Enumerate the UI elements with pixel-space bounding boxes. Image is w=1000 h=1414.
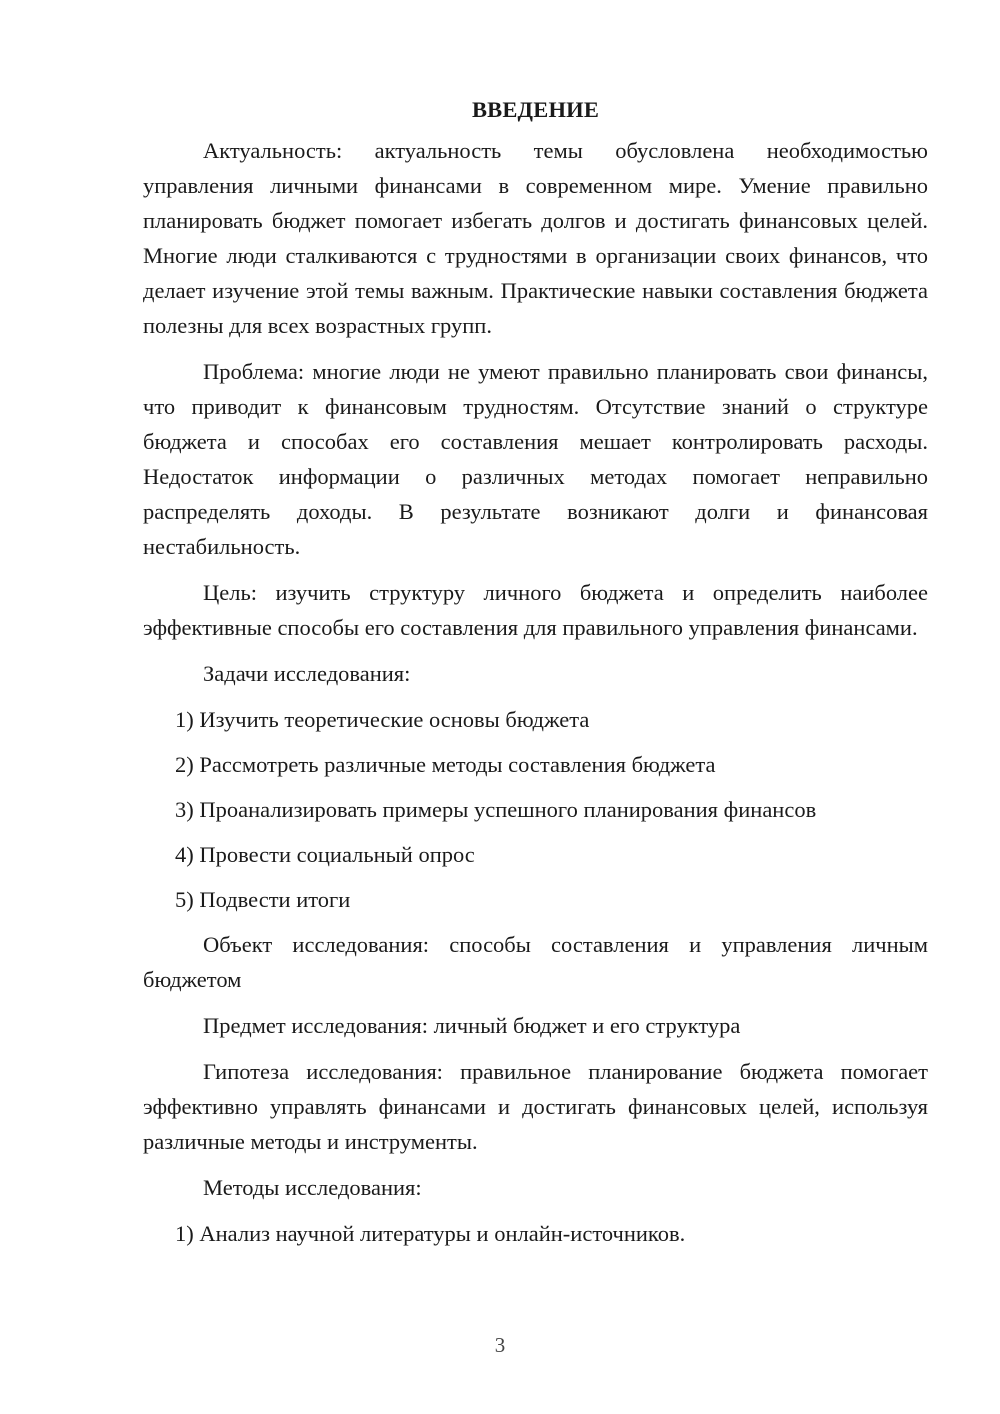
task-item: 2) Рассмотреть различные методы составления бюджета bbox=[175, 752, 716, 777]
tasks-heading: Задачи исследования: bbox=[203, 661, 411, 686]
subject-paragraph: Предмет исследования: личный бюджет и его структура bbox=[203, 1013, 741, 1038]
task-item: 4) Провести социальный опрос bbox=[175, 842, 475, 867]
document-page bbox=[143, 92, 928, 1261]
object-paragraph: Объект исследования: способы составления и управления личным бюджетом bbox=[143, 932, 928, 992]
methods-heading: Методы исследования: bbox=[203, 1175, 422, 1200]
page-number: 3 bbox=[494, 1333, 506, 1357]
task-item: 5) Подвести итоги bbox=[175, 887, 351, 912]
task-item: 3) Проанализировать примеры успешного планирования финансов bbox=[175, 797, 817, 822]
section-title: ВВЕДЕНИЕ bbox=[471, 97, 600, 122]
hypothesis-paragraph: Гипотеза исследования: правильное планирование бюджета помогает эффективно управлять финансами и достигать финансовых целей, используя различные методы и инструменты. bbox=[143, 1059, 928, 1154]
problem-paragraph: Проблема: многие люди не умеют правильно планировать свои финансы, что приводит к финансовым трудностям. Отсутствие знаний о структуре бюджета и способах его составления мешает контролировать расходы. Недостаток информации о различных методах помогает неправильно распределять доходы. В результате возникают долги и финансовая нестабильность. bbox=[143, 359, 928, 559]
relevance-paragraph: Актуальность: актуальность темы обусловлена необходимостью управления личными финансами в современном мире. Умение правильно планировать бюджет помогает избегать долгов и достигать финансовых целей. Многие люди сталкиваются с трудностями в организации своих финансов, что делает изучение этой темы важным. Практические навыки составления бюджета полезны для всех возрастных групп. bbox=[143, 138, 928, 338]
goal-paragraph: Цель: изучить структуру личного бюджета и определить наиболее эффективные способы его составления для правильного управления финансами. bbox=[143, 580, 928, 640]
method-item: 1) Анализ научной литературы и онлайн-источников. bbox=[175, 1221, 686, 1246]
task-item: 1) Изучить теоретические основы бюджета bbox=[175, 707, 590, 732]
